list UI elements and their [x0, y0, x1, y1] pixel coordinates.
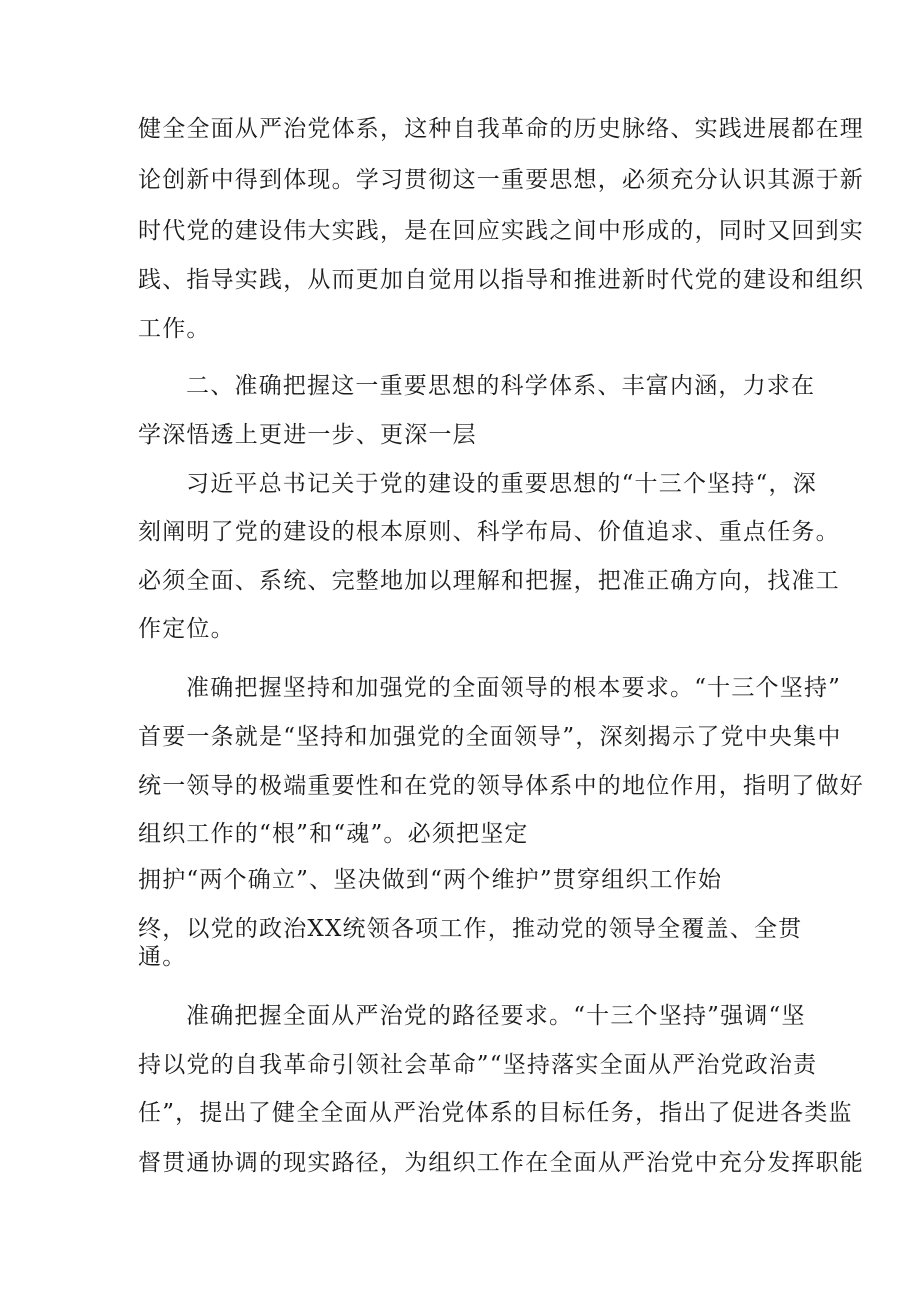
text-line: 践、指导实践，从而更加自觉用以指导和推进新时代党的建设和组织	[138, 267, 864, 293]
text-line: 持以党的自我革命引领社会革命”“坚持落实全面从严治党政治责	[138, 1052, 818, 1078]
text-line: 通。	[138, 944, 187, 970]
text-line: 统一领导的极端重要性和在党的领导体系中的地位作用，指明了做好	[138, 773, 864, 799]
text-line: 终，以党的政治XX统领各项工作，推动党的领导全覆盖、全贯	[138, 916, 803, 942]
text-line: 健全全面从严治党体系，这种自我革命的历史脉络、实践进展都在理	[138, 116, 864, 142]
text-line: 工作。	[138, 316, 211, 342]
text-line: 论创新中得到体现。学习贯彻这一重要思想，必须充分认识其源于新	[138, 167, 864, 193]
text-line: 任”，提出了健全全面从严治党体系的目标任务，指出了促进各类监	[138, 1100, 853, 1126]
text-line: 必须全面、系统、完整地加以理解和把握，把准正确方向，找准工	[138, 568, 840, 594]
section-heading-line: 二、准确把握这一重要思想的科学体系、丰富内涵，力求在	[186, 373, 816, 399]
text-line: 准确把握全面从严治党的路径要求。“十三个坚持”强调“坚	[186, 1003, 806, 1029]
text-line: 首要一条就是“坚持和加强党的全面领导”，深刻揭示了党中央集中	[138, 724, 842, 750]
text-line: 刻阐明了党的建设的根本原则、科学布局、价值追求、重点任务。	[138, 519, 840, 545]
text-line: 准确把握坚持和加强党的全面领导的根本要求。“十三个坚持”	[186, 675, 842, 701]
text-line: 习近平总书记关于党的建设的重要思想的“十三个坚持“，深	[186, 471, 817, 497]
text-line: 督贯通协调的现实路径，为组织工作在全面从严治党中充分发挥职能	[138, 1150, 864, 1176]
section-heading-line: 学深悟透上更进一步、更深一层	[138, 422, 477, 448]
text-line: 组织工作的“根”和“魂”。必须把坚定	[138, 821, 529, 847]
text-line: 作定位。	[138, 616, 235, 642]
text-line: 时代党的建设伟大实践，是在回应实践之间中形成的，同时又回到实	[138, 218, 864, 244]
text-line: 拥护“两个确立”、坚决做到“两个维护”贯穿组织工作始	[138, 867, 723, 893]
